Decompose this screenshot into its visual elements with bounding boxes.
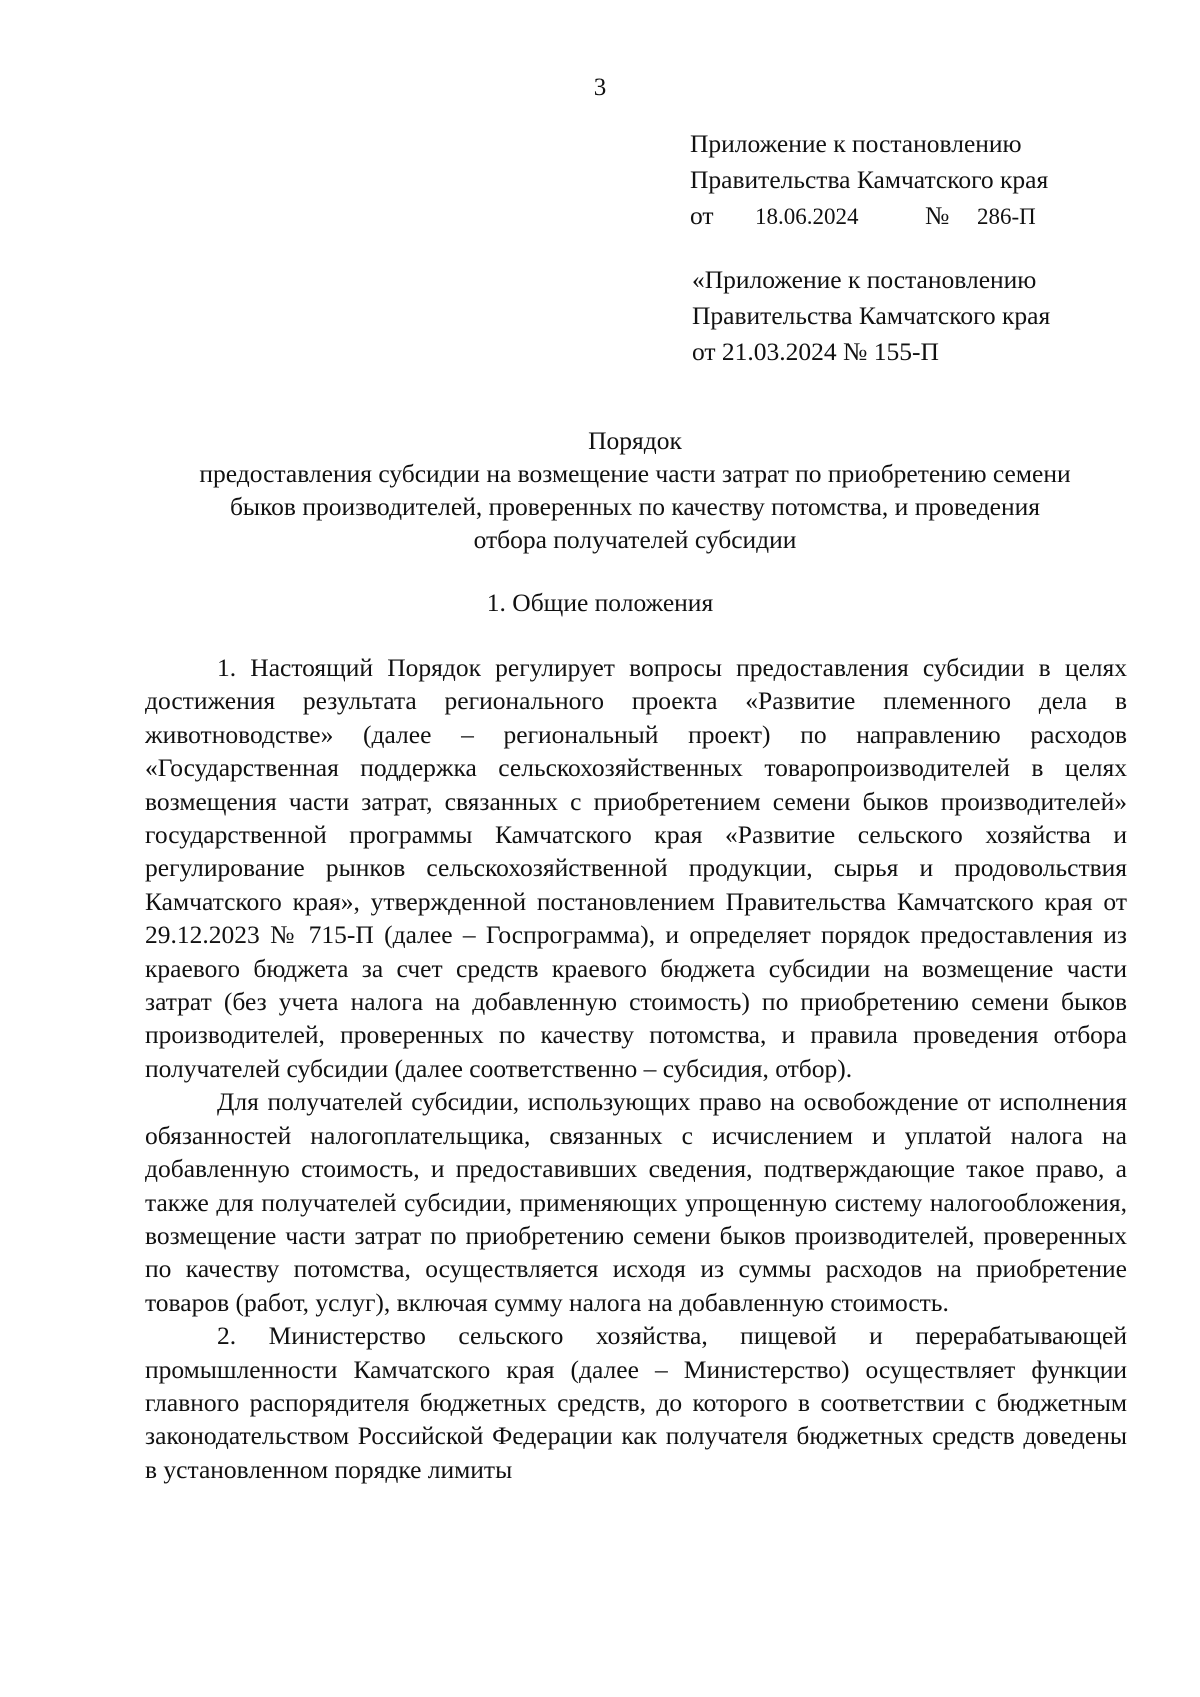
section-heading: 1. Общие положения [486, 588, 714, 617]
appendix-original-line1: «Приложение к постановлению [692, 265, 1037, 294]
paragraph-3: 2. Министерство сельского хозяйства, пищевой и перерабатывающей промышленности Камчатского края (далее – Министерство) осуществляет функции главного распорядителя бюджетных средств, до которого в соответствии с бюджетным законодательством Российской Федерации как получателя бюджетных средств доведены в установленном порядке лимиты [145, 1321, 1127, 1484]
appendix-original-line3: от 21.03.2024 № 155-П [692, 337, 939, 366]
paragraph-2: Для получателей субсидии, использующих право на освобождение от исполнения обязанностей налогоплательщика, связанных с исчислением и уплатой налога на добавленную стоимость, и предоставивших сведения, подтверждающие такое право, а также для получателей субсидии, применяющих упрощенную систему налогообложения, возмещение части затрат по приобретению семени быков производителей, проверенных по качеству потомства, осуществляется исходя из суммы расходов на приобретение товаров (работ, услуг), включая сумму налога на добавленную стоимость. [145, 1087, 1127, 1317]
appendix-current-number: 286-П [977, 204, 1036, 229]
page-number: 3 [593, 74, 607, 101]
title-line3: отбора получателей субсидии [473, 525, 797, 554]
title-heading: Порядок [588, 426, 682, 455]
appendix-original-block [692, 262, 1050, 370]
paragraph-1: 1. Настоящий Порядок регулирует вопросы предоставления субсидии в целях достижения результата регионального проекта «Развитие племенного дела в животноводстве» (далее – региональный проект) по направлению расходов «Государственная поддержка сельскохозяйственных товаропроизводителей в целях возмещения части затрат, связанных с приобретением семени быков производителей» государственной программы Камчатского края «Развитие сельского хозяйства и регулирование рынков сельскохозяйственной продукции, сырья и продовольствия Камчатского края», утвержденной постановлением Правительства Камчатского края от 29.12.2023 № 715-П (далее – Госпрограмма), и определяет порядок предоставления из краевого бюджета за счет средств краевого бюджета субсидии на возмещение части затрат (без учета налога на добавленную стоимость) по приобретению семени быков производителей, проверенных по качеству потомства, и правила проведения отбора получателей субсидии (далее соответственно – субсидия, отбор). [145, 653, 1127, 1083]
title-line2: быков производителей, проверенных по качеству потомства, и проведения [229, 492, 1041, 521]
appendix-current-number-sign: № [925, 201, 950, 230]
title-line1: предоставления субсидии на возмещение части затрат по приобретению семени [199, 459, 1071, 488]
appendix-current-ot: от [690, 201, 714, 230]
appendix-current-date-row [690, 198, 1048, 235]
appendix-current-block [690, 126, 1048, 235]
body-text [145, 651, 1127, 1486]
document-title [145, 424, 1125, 556]
appendix-current-line1: Приложение к постановлению [690, 129, 1022, 158]
appendix-current-date: 18.06.2024 [755, 204, 859, 229]
appendix-original-line2: Правительства Камчатского края [692, 301, 1051, 330]
appendix-current-line2: Правительства Камчатского края [690, 165, 1049, 194]
